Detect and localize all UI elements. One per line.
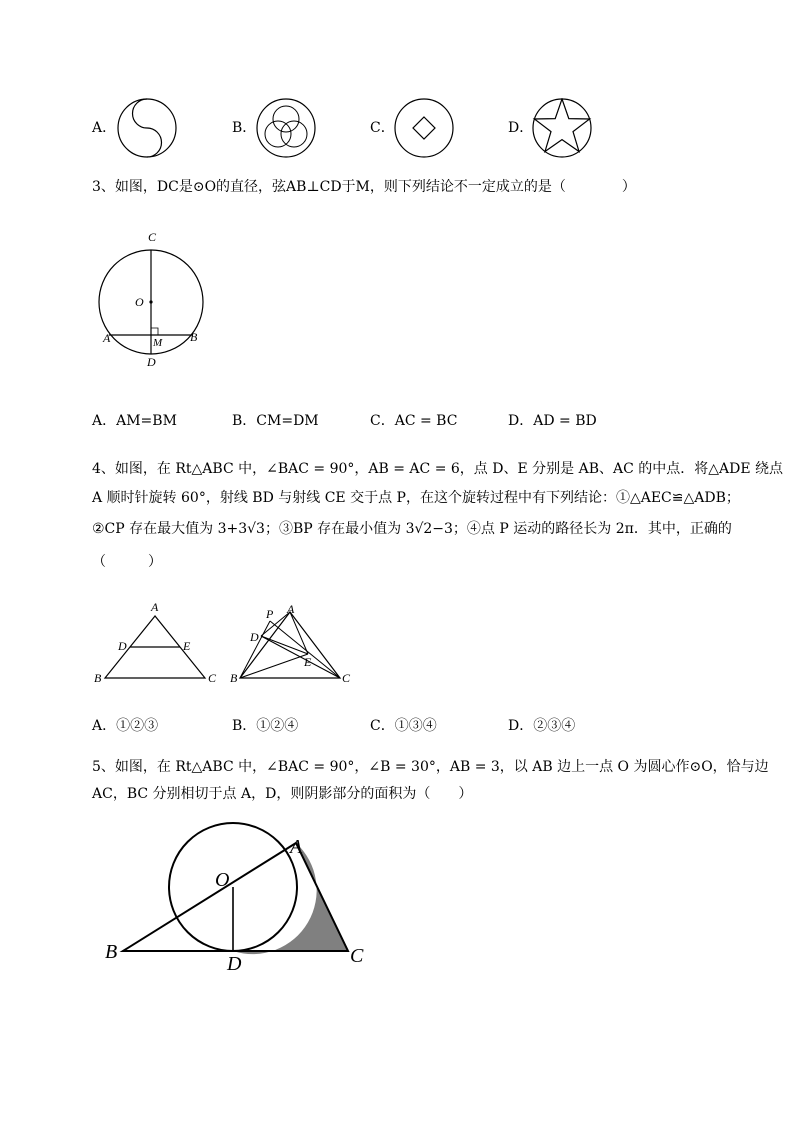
- q3-label-d: D: [147, 355, 156, 369]
- q4-fig2-label-p: P: [266, 607, 274, 621]
- q3-stem: 3、如图，DC是⊙O的直径，弦AB⊥CD于M，则下列结论不一定成立的是（ ）: [92, 179, 636, 195]
- q2-option-a-label: A．: [92, 120, 117, 136]
- q4-stem-line1: 4、如图，在 Rt△ABC 中，∠BAC = 90°，AB = AC = 6，点 D、E 分别是 AB、AC 的中点．将△ADE 绕点: [92, 461, 784, 477]
- q4-stem-line4: （ ）: [92, 554, 162, 570]
- q4-fig2-triangle-abc: [240, 612, 340, 678]
- yin-yang-circle-icon: [116, 98, 178, 160]
- q4-option-d: D．②③④: [508, 718, 576, 734]
- q5-label-a: A: [290, 836, 303, 858]
- q3-label-a: A: [103, 331, 111, 345]
- q3-label-b: B: [190, 330, 198, 344]
- q5-label-d: D: [227, 953, 242, 975]
- q4-fig1-label-e: E: [183, 639, 191, 653]
- q4-fig2-label-e: E: [304, 655, 312, 669]
- q3-label-m: M: [153, 337, 163, 349]
- circle-with-diamond-icon: [393, 98, 455, 160]
- q5-stem-line2: AC，BC 分别相切于点 A，D，则阴影部分的面积为（ ）: [92, 786, 473, 802]
- q3-figure: [95, 225, 215, 375]
- q4-fig2-label-a: A: [287, 602, 295, 616]
- q4-fig2-ray-ce: [270, 621, 340, 678]
- q4-option-a: A．①②③: [92, 718, 159, 734]
- q4-figure-2: [228, 596, 358, 691]
- q2-option-c-label: C．: [370, 120, 395, 136]
- q3-option-a: A．AM=BM: [92, 413, 177, 429]
- q4-fig1-label-d: D: [118, 639, 127, 653]
- q4-stem-line3: ②CP 存在最大值为 3+3√3；③BP 存在最小值为 3√2−3；④点 P 运动的路径长为 2π．其中，正确的: [92, 521, 732, 537]
- q4-stem-line2: A 顺时针旋转 60°，射线 BD 与射线 CE 交于点 P，在这个旋转过程中有下列结论：①△AEC≌△ADB；: [92, 490, 740, 506]
- q2-option-b-label: B．: [232, 120, 257, 136]
- q4-option-c: C．①③④: [370, 718, 437, 734]
- q4-fig2-label-d: D: [250, 630, 259, 644]
- q3-option-d: D．AD = BD: [508, 413, 597, 429]
- q4-figure-1: [90, 596, 220, 691]
- q3-center-dot: [149, 300, 152, 303]
- q2-option-d-label: D．: [508, 120, 534, 136]
- q5-figure: [95, 820, 385, 975]
- q4-fig1-label-c: C: [208, 671, 217, 685]
- q4-fig2-label-c: C: [342, 671, 351, 685]
- q4-fig1-label-a: A: [151, 600, 159, 614]
- q5-label-c: C: [350, 945, 364, 967]
- q5-label-b: B: [105, 941, 118, 963]
- q3-label-o: O: [135, 295, 144, 309]
- q4-fig1-label-b: B: [94, 671, 102, 685]
- circle-with-star-icon: [531, 98, 593, 160]
- q5-stem-line1: 5、如图，在 Rt△ABC 中，∠BAC = 90°，∠B = 30°，AB = 3，以 AB 边上一点 O 为圆心作⊙O，恰与边: [92, 759, 769, 775]
- q3-right-angle-mark: [151, 328, 158, 335]
- q4-fig2-label-b: B: [230, 671, 238, 685]
- q3-option-c: C．AC = BC: [370, 413, 458, 429]
- q4-option-b: B．①②④: [232, 718, 299, 734]
- q3-label-c: C: [148, 230, 157, 244]
- three-petal-circle-icon: [255, 98, 317, 160]
- q4-fig2-segment-dc: [261, 636, 340, 678]
- q5-label-o: O: [215, 869, 230, 891]
- q3-option-b: B．CM=DM: [232, 413, 319, 429]
